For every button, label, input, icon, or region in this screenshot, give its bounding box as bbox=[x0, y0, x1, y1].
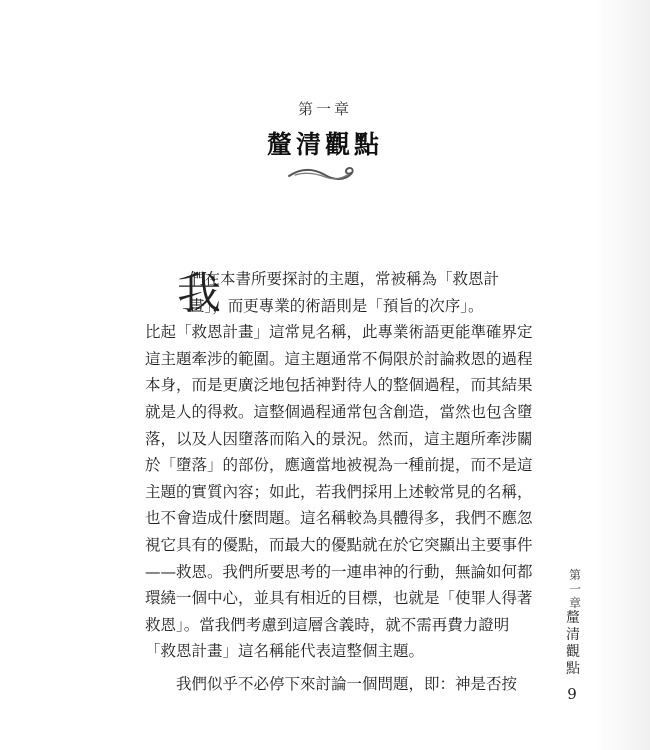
running-header-char: 觀 bbox=[566, 644, 580, 660]
paragraph-line: 救恩」。當我們考慮到這層含義時，就不需再費力證明 bbox=[145, 615, 510, 634]
paragraph-line: 比起「救恩計畫」這常見名稱，此專業術語更能準確界定 bbox=[145, 323, 533, 342]
drop-cap: 我 bbox=[177, 268, 221, 319]
running-header-char: 釐 bbox=[566, 610, 580, 626]
paragraph-line: ——救恩。我們所要思考的一連串神的行動，無論如何都 bbox=[145, 562, 533, 581]
chapter-title: 釐清觀點 bbox=[266, 130, 383, 159]
running-header-char: 章 bbox=[568, 596, 581, 610]
running-header-chapter bbox=[566, 568, 584, 610]
running-header-char: 一 bbox=[568, 582, 581, 596]
paragraph-line: 主題的實質內容；如此，若我們採用上述較常見的名稱， bbox=[145, 482, 533, 501]
paragraph-line: 這主題牽涉的範圍。這主題通常不侷限於討論救恩的過程 bbox=[145, 349, 533, 368]
running-header-char: 清 bbox=[566, 627, 580, 643]
running-header-title bbox=[563, 610, 583, 678]
running-header-char: 點 bbox=[566, 661, 580, 677]
paragraph-line: 「救恩計畫」這名稱能代表這整個主題。 bbox=[145, 642, 425, 661]
chapter-label: 第一章 bbox=[297, 100, 352, 118]
paragraph-line: 畫」，而更專業的術語則是「預旨的次序」。 bbox=[189, 296, 484, 315]
paragraph-line: 本身，而是更廣泛地包括神對待人的整個過程，而其結果 bbox=[145, 376, 533, 395]
paragraph-line: 也不會造成什麼問題。這名稱較為具體得多，我們不應忽 bbox=[145, 509, 533, 528]
paragraph-line: 們在本書所要探討的主題，常被稱為「救恩計 bbox=[189, 270, 500, 288]
paragraph-line: 就是人的得救。這整個過程通常包含創造，當然也包含墮 bbox=[145, 402, 533, 421]
page-number: 9 bbox=[567, 685, 577, 703]
paragraph-line: 視它具有的優點，而最大的優點就在於它突顯出主要事件 bbox=[145, 535, 533, 554]
paragraph-line: 我們似乎不必停下來討論一個問題，即：神是否按 bbox=[176, 674, 518, 693]
body-text bbox=[145, 266, 533, 698]
running-header-char: 第 bbox=[568, 568, 581, 582]
swirl-ornament-icon bbox=[285, 162, 365, 186]
paragraph-line: 落，以及人因墮落而陷入的景況。然而，這主題所牽涉關 bbox=[145, 429, 533, 448]
paragraph-line: 於「墮落」的部份，應適當地被視為一種前提，而不是這 bbox=[145, 456, 533, 475]
paragraph-line: 環繞一個中心，並具有相近的目標，也就是「使罪人得著 bbox=[145, 589, 533, 608]
